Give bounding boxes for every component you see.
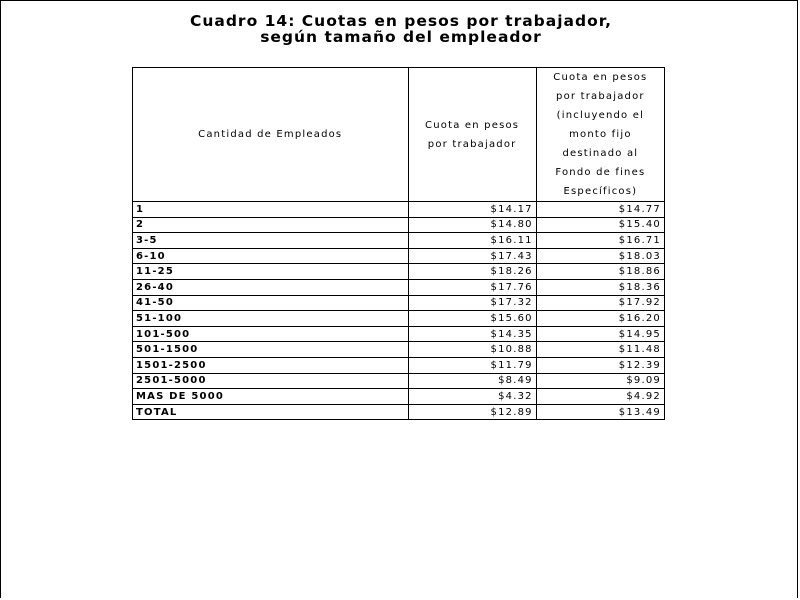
row-cuota-total: $15.40 [536,217,664,233]
row-cuota: $18.26 [408,264,536,280]
table-row [133,264,665,280]
row-cuota-total: $18.86 [536,264,664,280]
row-cuota-total: $13.49 [536,404,664,420]
row-label: TOTAL [133,404,409,420]
row-label: 2501-5000 [133,373,409,389]
table-row [133,389,665,405]
table-row [133,326,665,342]
row-cuota: $14.35 [408,326,536,342]
row-label: 51-100 [133,311,409,327]
header-cuota: Cuota en pesos por trabajador [408,68,536,202]
table-header-row [133,68,665,202]
row-cuota-total: $17.92 [536,295,664,311]
row-cuota: $10.88 [408,342,536,358]
row-cuota-total: $16.71 [536,233,664,249]
row-cuota: $17.43 [408,248,536,264]
table-row [133,295,665,311]
header-cantidad-empleados: Cantidad de Empleados [133,68,409,202]
row-cuota: $16.11 [408,233,536,249]
row-label: 1 [133,202,409,218]
row-cuota-total: $14.95 [536,326,664,342]
table-row [133,373,665,389]
table-body [133,202,665,420]
row-cuota: $14.17 [408,202,536,218]
row-label: 2 [133,217,409,233]
row-label: 6-10 [133,248,409,264]
table-row [133,202,665,218]
row-cuota-total: $12.39 [536,357,664,373]
table-row [133,404,665,420]
row-label: 3-5 [133,233,409,249]
row-label: 11-25 [133,264,409,280]
row-cuota-total: $14.77 [536,202,664,218]
row-label: 101-500 [133,326,409,342]
table-row [133,311,665,327]
header-cuota-total: Cuota en pesos por trabajador (incluyendo el monto fijo destinado al Fondo de fines Específicos) [536,68,664,202]
row-cuota-total: $18.03 [536,248,664,264]
row-label: MAS DE 5000 [133,389,409,405]
row-cuota-total: $4.92 [536,389,664,405]
page-title [1,13,800,45]
row-cuota: $17.76 [408,279,536,295]
quota-table [132,67,665,420]
table-row [133,342,665,358]
title-line-1: Cuadro 14: Cuotas en pesos por trabajador, [189,12,613,30]
row-label: 26-40 [133,279,409,295]
row-cuota: $4.32 [408,389,536,405]
table-row [133,357,665,373]
row-cuota-total: $11.48 [536,342,664,358]
table-row [133,217,665,233]
row-cuota: $15.60 [408,311,536,327]
row-cuota-total: $9.09 [536,373,664,389]
row-label: 1501-2500 [133,357,409,373]
table-row [133,248,665,264]
row-label: 501-1500 [133,342,409,358]
row-cuota: $11.79 [408,357,536,373]
table-row [133,233,665,249]
row-cuota: $14.80 [408,217,536,233]
row-cuota-total: $18.36 [536,279,664,295]
row-cuota: $8.49 [408,373,536,389]
row-label: 41-50 [133,295,409,311]
row-cuota-total: $16.20 [536,311,664,327]
title-line-2: según tamaño del empleador [260,28,542,46]
row-cuota: $17.32 [408,295,536,311]
table-row [133,279,665,295]
row-cuota: $12.89 [408,404,536,420]
